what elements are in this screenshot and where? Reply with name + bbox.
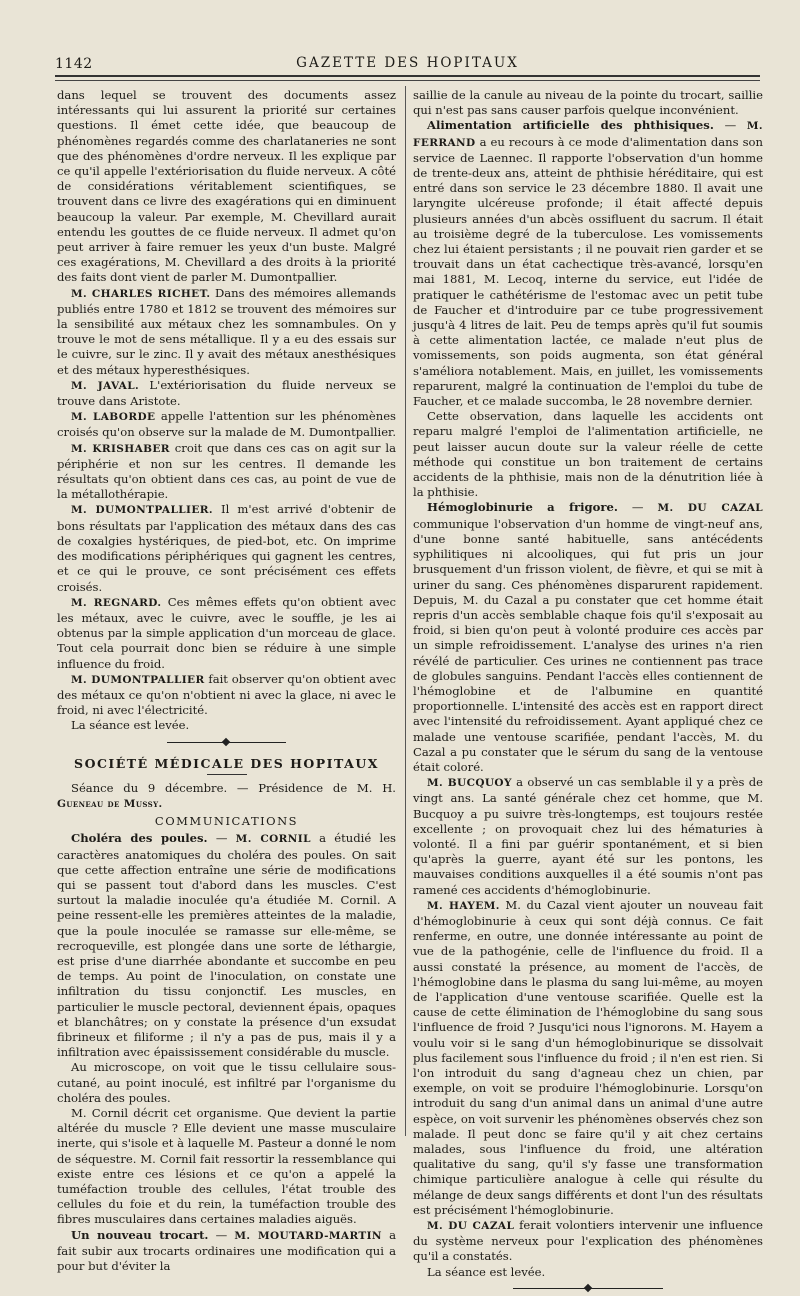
paragraph [413,1218,763,1265]
paragraph [57,831,396,1060]
topic-title: Alimentation artificielle des phthisiques. [427,118,714,133]
session-date: Séance du 9 décembre. — Présidence de M. H. [71,780,396,795]
session-intro [57,781,396,812]
paragraph [57,409,396,440]
short-rule [207,774,247,775]
paragraph-text: a fait subir aux trocarts ordinaires une modification qui a pour but d'éviter la [57,1227,396,1274]
speaker-name: M. CHARLES RICHET. [71,287,211,300]
paragraph [57,595,396,672]
paragraph [57,502,396,594]
paragraph [413,500,763,775]
paragraph [57,286,396,378]
paragraph-text: a étudié les caractères anatomiques du choléra des poules. On sait que cette affection entraîne une série de modifications qui se passent tout d'abord dans les muscles. C'est surtout la maladie inoculée qu'a étudiée M. Cornil. A peine ressent-elle les premières atteintes de la maladie, que la poule inoculée se ramasse sur elle-même, se recroqueville, est plongée dans une sorte de léthargie, est prise d'une diarrhée abondante et succombe en peu de temps. Au point de l'inoculation, on constate une infiltration du tissu conjonctif. Les muscles, en particulier le muscle pectoral, deviennent épais, opaques et blanchâtres; on y constate la présence d'un exsudat fibrineux et filiforme ; il n'y a pas de pus, mais il y a infiltration avec épaississement considérable du muscle. [57,831,397,1060]
paragraph-text: a observé un cas semblable il y a près de vingt ans. La santé générale chez cet homme, que M. Bucquoy a pu suivre très-longtemps, est toujours restée excellente ; on provoquait chez lui des hématuries à volonté. Il a fini par guérir spontanément, et si bien qu'après la guerre, ayant été sur les pontons, les mauvaises conditions auxquelles il a été soumis n'ont pas ramené ces accidents d'hémoglobinurie. [413,775,763,897]
speaker-name: M. JAVAL. [71,379,140,392]
paragraph: Cette observation, dans laquelle les accidents ont reparu malgré l'emploi de l'alimentation artificielle, ne peut laisser aucun doute sur la valeur réelle de cette méthode qui constitue un bon traitement de certains accidents de la phthisie, mais non de la dénutrition liée à la phthisie. [413,409,763,500]
dash: — [207,831,236,846]
separator-ornament [57,734,396,750]
paragraph [413,775,763,898]
page-header [55,54,760,76]
paragraph [57,672,396,719]
paragraph [413,898,763,1218]
paragraph [57,378,396,409]
speaker-name: M. KRISHABER [71,442,170,455]
separator-ornament [413,1280,763,1296]
speaker-name: M. BUCQUOY [427,777,512,790]
running-title: GAZETTE DES HOPITAUX [296,55,519,71]
paragraph [57,1228,396,1275]
paragraph: M. Cornil décrit cet organisme. Que devient la partie altérée du muscle ? Elle devient une masse musculaire inerte, qui s'isole et à laquelle M. Pasteur a donné le nom de séquestre. M. Cornil fait ressortir la ressemblance qui existe entre ces lésions et ce qu'on a appelé la tuméfaction trouble des cellules, l'état trouble des cellules du foie et du rein, la tuméfaction trouble des fibres musculaires dans certaines maladies aiguës. [57,1106,396,1227]
column-divider [405,86,406,1136]
speaker-name: M. FERRAND [413,120,763,149]
session-closed: La séance est levée. [427,1264,546,1279]
president-name: Gueneau de Mussy. [57,797,163,810]
right-column [413,88,763,1296]
paragraph-text: ferait volontiers intervenir une influence du système nerveux pour l'explication des phénomènes qu'il a constatés. [413,1218,763,1264]
speaker-name: M. CORNIL [235,833,311,846]
paragraph-text: Ces mêmes effets qu'on obtient avec les métaux, avec le cuivre, avec le souffle, je les ai obtenus par la simple application d'un morceau de glace. Tout cela pourrait donc bien se réduire à une simple influence du froid. [57,594,396,671]
speaker-name: M. DUMONTPALLIER. [71,504,213,517]
speaker-name: M. DU CAZAL [657,502,764,515]
dash: — [713,118,747,133]
dash: — [208,1227,235,1242]
paragraph: saillie de la canule au niveau de la pointe du trocart, saillie qui n'est pas sans causer parfois quelque inconvénient. [413,88,763,118]
speaker-name: M. REGNARD. [71,596,162,609]
topic-title: Hémoglobinurie a frigore. [427,500,618,515]
paragraph: Au microscope, on voit que le tissu cellulaire sous-cutané, au point inoculé, est infiltré par l'organisme du choléra des poules. [57,1060,396,1105]
dash: — [617,500,658,515]
speaker-name: M. MOUTARD-MARTIN [234,1229,382,1242]
session-closed: La séance est levée. [71,718,190,733]
paragraph-text: Dans des mémoires allemands publiés entre 1780 et 1812 se trouvent des mémoires sur la sensibilité aux métaux chez les somnambules. On y trouve le mot de sens métallique. Il y a eu des essais sur le cuivre, sur le zinc. Il y avait des métaux anesthésiques et des métaux hyperesthésiques. [57,285,396,377]
page-number: 1142 [55,56,93,72]
paragraph [413,118,763,409]
communications-heading: COMMUNICATIONS [154,814,299,829]
header-rule [55,75,760,77]
paragraph: dans lequel se trouvent des documents assez intéressants qui lui assurent la priorité sur certaines questions. Il émet cette idée, que beaucoup de phénomènes regardés comme des charlataneries ne sont que des phénomènes d'ordre nerveux. Il les explique par ce qu'il appelle l'extériorisation du fluide nerveux. A côté de considérations véritablement scientifiques, se trouvent dans ce livre des exagérations qui en diminuent beaucoup la valeur. Par exemple, M. Chevillard aurait entendu les gouttes de ce fluide nerveux. Il admet qu'on peut arriver à faire remuer les yeux d'un buste. Malgré ces exagérations, M. Chevillard a des droits à la priorité des faits dont vient de parler M. Dumontpallier. [57,88,396,285]
speaker-name: M. DUMONTPALLIER [71,673,205,686]
speaker-name: M. HAYEM. [427,899,500,912]
topic-title: Un nouveau trocart. [71,1227,209,1242]
paragraph-text: communique l'observation d'un homme de vingt-neuf ans, d'une bonne santé habituelle, sans antécédents syphilitiques ni alcooliques, qui fut pris un jour brusquement d'un frisson violent, de fièvre, et qui se mit à uriner du sang. Ces phénomènes disparurent rapidement. Depuis, M. du Cazal a pu constater que cet homme était repris d'un accès semblable chaque fois qu'il s'exposait au froid, si bien qu'on peut à volonté produire ces accès par un simple refroidissement. L'analyse des urines n'a rien révélé de particulier. Ces urines ne contiennent pas trace de globules sanguins. Pendant l'accès elles contiennent de l'hémoglobine et de l'albumine en quantité proportionnelle. L'intensité des accès est en rapport direct avec l'intensité du refroidissement. Ayant appliqué chez ce malade une ventouse scarifiée, pendant l'accès, M. du Cazal a pu constater que le sérum du sang de la ventouse était coloré. [413,516,763,774]
paragraph-text: fait observer qu'on obtient avec des métaux ce qu'on n'obtient ni avec la glace, ni avec le froid, ni avec l'électricité. [57,671,396,718]
speaker-name: M. DU CAZAL [427,1220,515,1233]
header-rule-thin [55,80,760,81]
topic-title: Choléra des poules. [71,831,208,846]
paragraph-text: L'extériorisation du fluide nerveux se trouve dans Aristote. [57,377,396,409]
paragraph-text: M. du Cazal vient ajouter un nouveau fait d'hémoglobinurie à ceux qui sont déjà connus. Ce fait renferme, en outre, une donnée intéressante au point de vue de la pathogénie, celle de l'influence du froid. Il a aussi constaté la présence, au moment de l'accès, de l'hémoglobine dans le plasma du sang lui-même, au moyen de l'application d'une ventouse scarifiée. Quelle est la cause de cette élimination de l'hémoglobine du sang sous l'influence de froid ? Jusqu'ici nous l'ignorons. M. Hayem a voulu voir si le sang d'un hémoglobinurique se dissolvait plus facilement sous l'influence du froid ; il n'en est rien. Si l'on introduit du sang d'agneau chez un chien, par exemple, on voit se produire l'hémoglobinurie. Lorsqu'on introduit du sang d'un animal dans un animal d'une autre espèce, on voit survenir les phénomènes observés chez son malade. Il peut donc se faire qu'il y ait chez certains malades, sous l'influence du froid, une altération qualitative du sang, qu'il s'y fasse une transformation chimique particulière analogue à celle qui résulte du mélange de deux sangs différents et dont l'un des résultats est précisément l'hémoglobinurie. [413,897,763,1217]
left-column [57,88,396,1274]
section-title: SOCIÉTÉ MÉDICALE DES HOPITAUX [74,755,379,771]
paragraph-text: croit que dans ces cas on agit sur la périphérie et non sur les centres. Il demande les résultats qu'on obtient dans ces cas, au point de vue de la métallothérapie. [57,440,396,502]
paragraph-text: Il m'est arrivé d'obtenir de bons résultats par l'application des métaux dans des cas de coxalgies hystériques, de pied-bot, etc. On imprime des modifications périphériques qui gagnent les centres, et ce qui le prouve, ce sont précisément ces effets croisés. [57,502,396,594]
paragraph-text: appelle l'attention sur les phénomènes croisés qu'on observe sur la malade de M. Dumontpallier. [57,409,397,440]
speaker-name: M. LABORDE [71,411,156,424]
paragraph [57,441,396,503]
paragraph-text: a eu recours à ce mode d'alimentation dans son service de Laennec. Il rapporte l'observation d'un homme de trente-deux ans, atteint de phthisie héréditaire, qui est entré dans son service le 23 décembre 1880. Il avait une laryngite ulcéreuse profonde; il était affecté depuis plusieurs années d'un abcès ossifluent du sacrum. Il était au troisième degré de la tuberculose. Les vomissements chez lui étaient persistants ; il ne pouvait rien garder et se trouvait dans un état cachectique très-avancé, lorsqu'en mai 1881, M. Lecoq, interne du service, eut l'idée de pratiquer le cathétérisme de l'estomac avec un petit tube de Faucher et d'introduire par ce tube progressivement jusqu'à 4 litres de lait. Peu de temps après qu'il fut soumis à cette alimentation lactée, ce malade n'eut plus de vomissements, son poids augmenta, son état général s'améliora notablement. Mais, en juillet, les vomissements reparurent, malgré la continuation de l'emploi du tube de Faucher, et ce malade succomba, le 28 novembre dernier. [413,134,763,409]
